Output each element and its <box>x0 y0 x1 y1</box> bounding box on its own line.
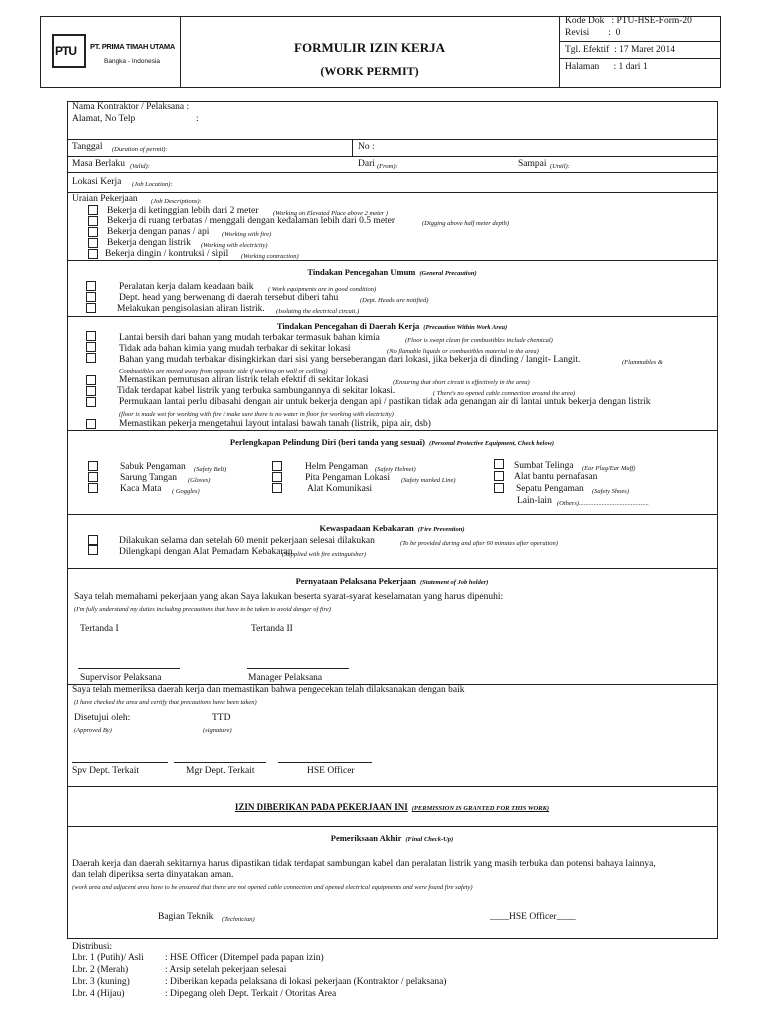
umum-checkbox[interactable] <box>86 303 96 313</box>
sampai-label: Sampai <box>518 159 547 169</box>
uraian-item-label: Bekerja dengan listrik <box>107 238 191 248</box>
apd-checkbox[interactable] <box>272 461 282 471</box>
daerah-checkbox[interactable] <box>86 353 96 363</box>
no-label: No : <box>358 142 375 152</box>
apd-checkbox[interactable] <box>88 483 98 493</box>
pemeriksa-text-en: (I have checked the area and certify that precautions have been taken) <box>74 699 257 706</box>
tgl-efektif: Tgl. Efektif : 17 Maret 2014 <box>565 45 676 55</box>
akhir-title-text: Pemeriksaan Akhir <box>330 833 402 843</box>
uraian-item-label: Bekerja di ruang terbatas / menggali dengan kedalaman lebih dari 0.5 meter <box>107 216 396 226</box>
distribusi-value: : Diberikan kepada pelaksana di lokasi pekerjaan (Kontraktor / pelaksana) <box>165 977 447 987</box>
uraian-item-label: Bekerja dengan panas / api <box>107 227 210 237</box>
apd-item-en: (Gloves) <box>188 477 211 484</box>
sig-supervisor-label: Supervisor Pelaksana <box>80 673 162 683</box>
signature-line[interactable] <box>78 668 180 669</box>
disetujui-en: (Approved By) <box>74 727 112 734</box>
apd-item-label: Helm Pengaman <box>305 462 369 472</box>
daerah-item-6: Permukaan lantai perlu dibasahi dengan air untuk bekerja dengan api / pastikan tidak ada genangan air di lantai untuk bekerja dengan listrik <box>119 397 651 407</box>
ttd-label: TTD <box>212 713 231 723</box>
distribusi-key: Lbr. 2 (Merah) <box>72 965 129 975</box>
distribusi-value: : Arsip setelah pekerjaan selesai <box>165 965 287 975</box>
umum-item-en: (Dept. Heads are notified) <box>360 297 429 304</box>
masa-en: (Valid): <box>130 163 150 170</box>
daerah-item-3-en: (Flammables & <box>622 359 663 366</box>
kode-dok: Kode Dok : PTU-HSE-Form-20 <box>565 16 692 26</box>
apd-checkbox[interactable] <box>494 459 504 469</box>
izin-text: IZIN DIBERIKAN PADA PEKERJAAN INI <box>234 802 408 812</box>
daerah-checkbox[interactable] <box>86 375 96 385</box>
apd-checkbox[interactable] <box>88 461 98 471</box>
pernyataan-text-en: (I'm fully understand my duties including precautions that have to be taken to avoid danger of fire) <box>74 606 331 613</box>
umum-title-en: (General Precaution) <box>419 270 477 277</box>
apd-item-en: (Safety Helmet) <box>375 466 416 473</box>
daerah-item-5-en: ( There's no opened cable connection around the area) <box>433 390 576 397</box>
daerah-item-5: Tidak terdapat kabel listrik yang terbuka sambungannya di sekitar lokasi. <box>117 386 396 396</box>
apd-lain-en: (Others)........................................... <box>557 500 649 507</box>
uraian-item-label: Bekerja dingin / kontruksi / sipil <box>105 249 229 259</box>
uraian-item-en: (Digging above half meter depth) <box>422 220 510 227</box>
halaman: Halaman : 1 dari 1 <box>565 62 648 72</box>
umum-checkbox[interactable] <box>86 292 96 302</box>
distribusi-title: Distribusi: <box>72 942 113 952</box>
akhir-text-en: (work area and adjacent area have to be ensured that there are not opened cable connection and opened electrical equipments and were found fire safety) <box>72 884 473 891</box>
uraian-label: Uraian Pekerjaan <box>72 194 138 204</box>
apd-title-text: Perlengkapan Pelindung Diri (beri tanda yang sesuai) <box>229 437 425 447</box>
lokasi-en: (Job Location): <box>132 181 173 188</box>
umum-item-label: Peralatan kerja dalam keadaan baik <box>119 282 254 292</box>
kebakaran-title-text: Kewaspadaan Kebakaran <box>319 523 414 533</box>
apd-title <box>67 432 717 450</box>
daerah-item-4-en: (Ensuring that short circuit is effectively in the area) <box>393 379 530 386</box>
tertanda-1: Tertanda I <box>80 624 119 634</box>
apd-item-en: (Safety Shoes) <box>592 488 630 495</box>
apd-item-label: Pita Pengaman Lokasi <box>305 473 390 483</box>
logo-letters: PTU <box>55 44 76 58</box>
uraian-item-en: (Working with fire) <box>222 231 272 238</box>
company-name: PT. PRIMA TIMAH UTAMA <box>90 42 175 51</box>
kebakaran-title-en: (Fire Prevention) <box>417 526 465 533</box>
akhir-text-1: Daerah kerja dan daerah sekitarnya harus dipastikan tidak terdapat sambungan kabel dan peralatan listrik yang masih terbuka dan potensi bahaya lainnya, <box>72 859 656 869</box>
ttd-en: (signature) <box>203 727 232 734</box>
kebakaran-item-2-en: (Supplied with fire extinguisher) <box>282 551 367 558</box>
uraian-item-en: (Working with electricity) <box>201 242 268 249</box>
sig-spv-dept-label: Spv Dept. Terkait <box>72 766 139 776</box>
akhir-title-en: (Final Check-Up) <box>405 836 454 843</box>
masa-label: Masa Berlaku <box>72 159 126 169</box>
daerah-checkbox[interactable] <box>86 386 96 396</box>
pernyataan-title-text: Pernyataan Pelaksana Pekerjaan <box>295 576 416 586</box>
uraian-en: (Job Descriptions): <box>151 198 202 205</box>
uraian-checkbox[interactable] <box>88 227 98 237</box>
daerah-item-2-en: (No flamable liquids or combustibles material in the area) <box>387 348 539 355</box>
apd-lain-label: Lain-lain <box>517 496 552 506</box>
akhir-hse-label: ____HSE Officer____ <box>490 912 576 922</box>
umum-title-text: Tindakan Pencegahan Umum <box>307 267 416 277</box>
daerah-item-6-en: (floor is made wet for working with fire / make sure there is no water in floor for working with electricity) <box>119 411 394 418</box>
distribusi-key: Lbr. 3 (kuning) <box>72 977 130 987</box>
lokasi-label: Lokasi Kerja <box>72 177 122 187</box>
apd-item-en: (Safety marked Line) <box>401 477 456 484</box>
tanggal-en: (Duration of permit): <box>112 146 168 153</box>
revisi: Revisi : 0 <box>565 28 621 38</box>
umum-checkbox[interactable] <box>86 281 96 291</box>
tertanda-2: Tertanda II <box>251 624 293 634</box>
sig-manager-label: Manager Pelaksana <box>248 673 323 683</box>
pernyataan-title <box>67 571 717 589</box>
signature-line[interactable] <box>174 762 266 763</box>
uraian-checkbox[interactable] <box>88 249 98 259</box>
apd-item-en: ( Goggles) <box>172 488 200 495</box>
apd-item-label: Sarung Tangan <box>120 473 177 483</box>
distribusi-value: : Dipegang oleh Dept. Terkait / Otoritas Area <box>165 989 337 999</box>
kebakaran-item-1-en: (To be provided during and after 60 minutes after operation) <box>400 540 558 547</box>
pemeriksa-text: Saya telah memeriksa daerah kerja dan memastikan bahwa pengecekan telah dilaksanakan dengan baik <box>72 685 465 695</box>
apd-item-label: Sumbat Telinga <box>514 461 574 471</box>
uraian-checkbox[interactable] <box>88 205 98 215</box>
company-location: Bangka - Indonesia <box>104 58 161 65</box>
uraian-checkbox[interactable] <box>88 238 98 248</box>
umum-item-en: ( Work equipments are in good condition) <box>268 286 377 293</box>
kebakaran-checkbox[interactable] <box>88 545 98 555</box>
form-title: FORMULIR IZIN KERJA <box>294 40 445 55</box>
daerah-checkbox[interactable] <box>86 419 96 429</box>
apd-title-en: (Personal Protective Equipment, Check below) <box>428 440 555 447</box>
kontraktor-label: Nama Kontraktor / Pelaksana : <box>72 102 190 112</box>
apd-item-label: Alat Komunikasi <box>307 484 373 494</box>
daerah-item-1: Lantai bersih dari bahan yang mudah terbakar termasuk bahan kimia <box>119 333 380 343</box>
daerah-title <box>67 316 717 334</box>
daerah-item-1-en: (Floor is swept clean for combustibles include chemical) <box>405 337 553 344</box>
pernyataan-title-en: (Statement of Job holder) <box>419 579 489 586</box>
distribusi-key: Lbr. 1 (Putih)/ Asli <box>72 953 144 963</box>
bagian-teknik-label: Bagian Teknik <box>158 912 214 922</box>
umum-title <box>67 262 717 280</box>
uraian-item-label: Bekerja di ketinggian lebih dari 2 meter <box>107 206 259 216</box>
apd-item-en: (Safety Belt) <box>194 466 227 473</box>
tanggal-label: Tanggal <box>72 142 103 152</box>
kontraktor-field[interactable] <box>240 102 710 112</box>
izin-line <box>67 797 717 815</box>
uraian-item-en: (Working on Elevated Place above 2 meter ) <box>273 210 389 217</box>
umum-item-en: (Isolating the electrical circuit.) <box>276 308 360 315</box>
daerah-item-3: Bahan yang mudah terbakar disingkirkan dari sisi yang berseberangan dari lokasi, jika bekerja di dinding / langit- Langit. <box>119 355 581 365</box>
apd-checkbox[interactable] <box>272 472 282 482</box>
apd-checkbox[interactable] <box>88 472 98 482</box>
apd-checkbox[interactable] <box>272 483 282 493</box>
daerah-item-2: Tidak ada bahan kimia yang mudah terbakar di sekitar lokasi <box>119 344 351 354</box>
daerah-item-3-en2: Combustibles are moved away from opposite side if working on wall or ceilling) <box>119 368 328 375</box>
daerah-checkbox[interactable] <box>86 342 96 352</box>
kebakaran-item-2: Dilengkapi dengan Alat Pemadam Kebakaran <box>119 547 293 557</box>
umum-item-label: Dept. head yang berwenang di daerah tersebut diberi tahu <box>119 293 339 303</box>
apd-item-label: Alat bantu pernafasan <box>514 472 598 482</box>
daerah-item-4: Memastikan pemutusan aliran listrik telah efektif di sekitar lokasi <box>119 375 369 385</box>
daerah-item-7: Memastikan pekerja mengetahui layout intalasi bawah tanah (listrik, pipa air, dsb) <box>119 419 431 429</box>
sig-mgr-dept-label: Mgr Dept. Terkait <box>186 766 255 776</box>
company-logo <box>52 34 86 68</box>
dari-label: Dari <box>358 159 375 169</box>
akhir-text-2: dan telah diperiksa serta dinyatakan aman. <box>72 870 234 880</box>
form-subtitle: (WORK PERMIT) <box>320 64 419 78</box>
alamat-label: Alamat, No Telp <box>72 114 136 124</box>
akhir-title <box>67 828 717 846</box>
daerah-title-text: Tindakan Pencegahan di Daerah Kerja <box>276 321 420 331</box>
signature-line[interactable] <box>72 762 168 763</box>
sampai-en: (Until): <box>550 163 570 170</box>
dari-en: (From): <box>377 163 398 170</box>
apd-checkbox[interactable] <box>494 471 504 481</box>
apd-item-en: (Ear Plug/Ear Muff) <box>582 465 636 472</box>
daerah-title-en: (Precaution Within Work Area) <box>423 324 508 331</box>
kebakaran-checkbox[interactable] <box>88 535 98 545</box>
distribusi-value: : HSE Officer (Ditempel pada papan izin) <box>165 953 324 963</box>
kebakaran-title <box>67 518 717 536</box>
apd-item-label: Kaca Mata <box>120 484 162 494</box>
uraian-checkbox[interactable] <box>88 216 98 226</box>
umum-item-label: Melakukan pengisolasian aliran listrik. <box>117 304 265 314</box>
izin-text-en: (PERMISSION IS GRANTED FOR THIS WORK) <box>411 805 550 812</box>
distribusi-key: Lbr. 4 (Hijau) <box>72 989 125 999</box>
bagian-teknik-en: (Technician) <box>222 916 255 923</box>
daerah-checkbox[interactable] <box>86 331 96 341</box>
alamat-colon: : <box>196 114 199 124</box>
signature-line[interactable] <box>278 762 372 763</box>
kebakaran-item-1: Dilakukan selama dan setelah 60 menit pekerjaan selesai dilakukan <box>119 536 375 546</box>
sig-hse-label: HSE Officer <box>307 766 355 776</box>
apd-checkbox[interactable] <box>494 483 504 493</box>
pernyataan-text: Saya telah memahami pekerjaan yang akan Saya lakukan beserta syarat-syarat keselamatan yang harus dipenuhi: <box>74 592 504 602</box>
disetujui-label: Disetujui oleh: <box>74 713 131 723</box>
apd-item-label: Sepatu Pengaman <box>516 484 584 494</box>
uraian-item-en: (Working contraction) <box>241 253 299 260</box>
daerah-checkbox[interactable] <box>86 397 96 407</box>
apd-item-label: Sabuk Pengaman <box>120 462 186 472</box>
signature-line[interactable] <box>247 668 349 669</box>
